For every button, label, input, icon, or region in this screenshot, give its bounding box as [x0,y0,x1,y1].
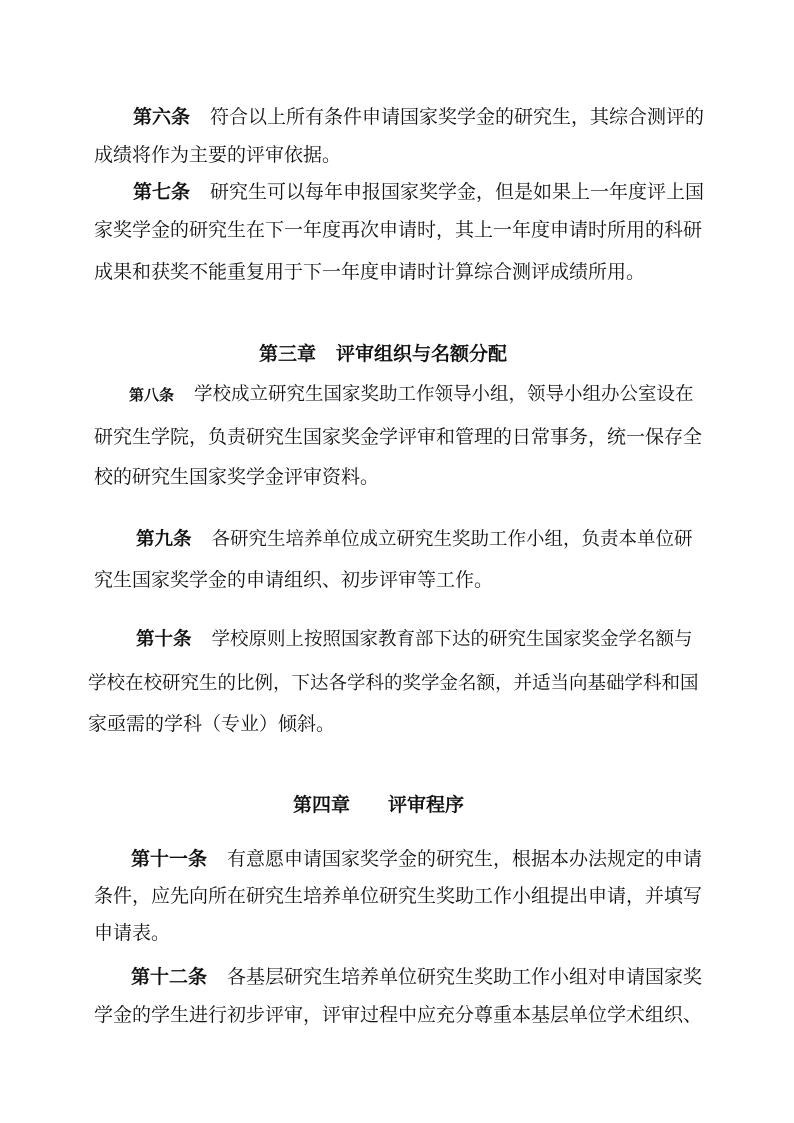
article-11-line-2: 条件，应先向所在研究生培养单位研究生奖助工作小组提出申请，并填写 [94,885,703,907]
article-10-line-1 [136,628,693,652]
article-9-line-1 [136,528,693,552]
article-7-text-1: 研究生可以每年申报国家奖学金，但是如果上一年度评上国 [210,181,705,203]
article-6-text-1: 符合以上所有条件申请国家奖学金的研究生，其综合测评的 [210,106,705,128]
article-12-label: 第十二条 [131,966,208,988]
article-10-label: 第十条 [136,629,192,650]
article-12-line-2: 学金的学生进行初步评审，评审过程中应充分尊重本基层单位学术组织、 [94,1004,703,1026]
article-11-label: 第十一条 [131,848,208,870]
article-12-line-1 [131,965,702,989]
article-9-label: 第九条 [136,529,192,550]
article-6-line-1 [133,105,704,129]
article-9-text-1: 各研究生培养单位成立研究生奖助工作小组，负责本单位研 [211,529,693,550]
chapter-3-title: 评审组织与名额分配 [336,343,508,365]
article-11-line-3: 申请表。 [94,922,171,944]
chapter-4-title: 评审程序 [388,794,465,816]
article-11-text-1: 有意愿申请国家奖学金的研究生，根据本办法规定的申请 [227,848,703,870]
article-6-line-2: 成绩将作为主要的评审依据。 [94,144,342,166]
article-8-line-2: 研究生学院，负责研究生国家奖金学评审和管理的日常事务，统一保存全 [94,426,703,448]
article-10-line-2: 学校在校研究生的比例，下达各学科的奖学金名额，并适当向基础学科和国 [88,673,699,694]
chapter-4-number: 第四章 [293,794,351,816]
article-8-text-1: 学校成立研究生国家奖助工作领导小组，领导小组办公室设在 [194,384,694,405]
article-7-line-2: 家奖学金的研究生在下一年度再次申请时，其上一年度申请时所用的科研 [94,219,703,241]
article-11-line-1 [131,847,702,871]
article-10-text-1: 学校原则上按照国家教育部下达的研究生国家奖金学名额与 [211,629,693,650]
article-12-text-1: 各基层研究生培养单位研究生奖助工作小组对申请国家奖 [227,966,703,988]
article-7-line-3: 成果和获奖不能重复用于下一年度申请时计算综合测评成绩所用。 [94,261,646,283]
chapter-3-heading [259,342,507,366]
article-7-label: 第七条 [133,181,191,203]
chapter-4-heading [293,793,464,817]
article-8-line-1 [129,383,694,407]
chapter-3-number: 第三章 [259,343,317,365]
article-10-line-3: 家亟需的学科（专业）倾斜。 [88,713,336,735]
article-9-line-2: 究生国家奖学金的申请组织、初步评审等工作。 [94,569,494,591]
article-8-label: 第八条 [129,386,175,404]
article-7-line-1 [133,180,704,204]
article-6-label: 第六条 [133,106,191,128]
article-8-line-3: 校的研究生国家奖学金评审资料。 [94,466,380,488]
